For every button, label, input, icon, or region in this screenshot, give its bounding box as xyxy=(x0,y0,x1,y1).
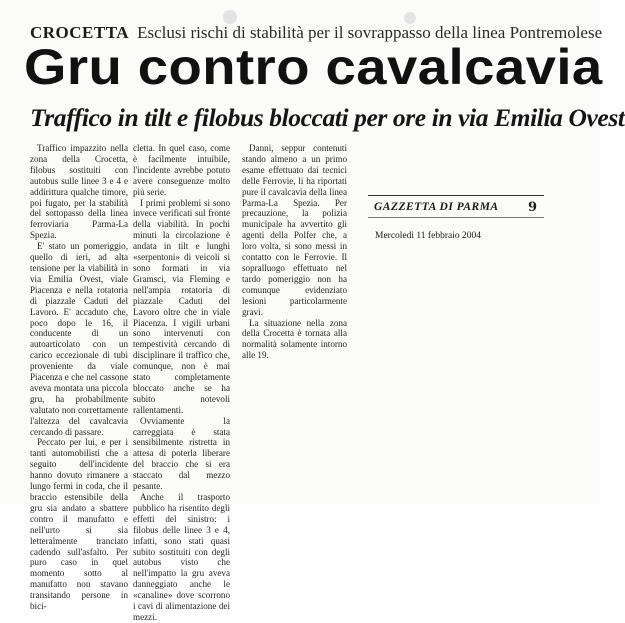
paper-stain xyxy=(223,10,237,24)
headline: Gru contro cavalcavia xyxy=(24,39,603,95)
article-column-2 xyxy=(133,143,230,623)
kicker-subtitle: Esclusi rischi di stabilità per il sovrappasso della linea Pontremolese xyxy=(137,23,603,42)
page-number: 9 xyxy=(528,200,538,215)
paragraph: Danni, seppur contenuti stando almeno a un primo esame effettuato dai tecnici delle Ferrovie, li ha riportati pure il cavalcavia della linea Parma-La Spezia. Per precauzione, la polizia municipale ha avvertito gli agenti della Polfer che, a loro volta, si sono messi in contatto con le Ferrovie. Il sopralluogo effettuato nel tardo pomeriggio non ha comunque evidenziato lesioni particolarmente gravi. xyxy=(242,143,347,317)
newspaper-name: GAZZETTA DI PARMA xyxy=(374,201,499,213)
article-column-1 xyxy=(30,143,128,612)
paragraph: I primi problemi si sono invece verificati sul fronte della viabilità. In pochi minuti la circolazione è andata in tilt e lunghi «serpentoni» di veicoli si sono formati in via Gramsci, via Fleming e nell'ampia rotatoria di piazzale Caduti del Lavoro oltre che in viale Piacenza. I vigili urbani sono intervenuti con tempestività cercando di disciplinare il traffico che, comunque, non è mai stato completamente bloccato anche se ha subito notevoli rallentamenti. xyxy=(133,197,230,415)
paragraph: cletta. In quel caso, come è facilmente intuibile, l'incidente avrebbe potuto avere conseguenze molto più serie. xyxy=(133,143,230,197)
masthead-rule xyxy=(368,195,544,196)
publication-date: Mercoledì 11 febbraio 2004 xyxy=(375,231,481,241)
paragraph: Peccato per lui, e per i tanti automobilisti che a seguito dell'incidente hanno dovuto rimanere a lungo fermi in coda, che il braccio estensibile della gru sia andato a sbattere contro il manufatto e nell'urto si sia letteralmente tranciato cadendo sull'asfalto. Per puro caso in quel momento sotto al manufatto non stavano transitando persone in bici- xyxy=(30,437,128,612)
subheadline: Traffico in tilt e filobus bloccati per ore in via Emilia Ovest xyxy=(30,103,625,132)
paragraph: Traffico impazzito nella zona della Crocetta, filobus sostituiti con autobus sulle linee 3 e 4 e addirittura qualche timore, poi fugato, per la stabilità del sottopasso della linea ferroviaria Parma-La Spezia. xyxy=(30,143,128,241)
article-column-3 xyxy=(242,143,347,361)
kicker-place: CROCETTA xyxy=(30,23,130,42)
paragraph: La situazione nella zona della Crocetta è tornata alla normalità solamente intorno alle 19. xyxy=(242,317,347,361)
paragraph: E' stato un pomeriggio, quello di ieri, ad alta tensione per la viabilità in via Emilia Ovest, viale Piacenza e nella rotatoria di piazzale Caduti del Lavoro. E' accaduto che, poco dopo le 16, il conducente di un autoarticolato con un carico eccezionale di tubi proveniente da viale Piacenza e che nel cassone aveva montata una piccola gru, ha probabilmente valutato non correttamente l'altezza del cavalcavia cercando di passare. xyxy=(30,241,128,437)
masthead-rule xyxy=(368,217,544,218)
paragraph: Ovviamente la carreggiata è stata sensibilmente ristretta in attesa di poterla liberare del braccio che si era staccato dal mezzo pesante. xyxy=(133,415,230,492)
paragraph: Anche il trasporto pubblico ha risentito degli effetti del sinistro: i filobus delle linee 3 e 4, infatti, sono stati quasi subito sostituiti con degli autobus visto che nell'impatto la gru aveva danneggiato anche le «canaline» dove scorrono i cavi di alimentazione dei mezzi. xyxy=(133,492,230,622)
